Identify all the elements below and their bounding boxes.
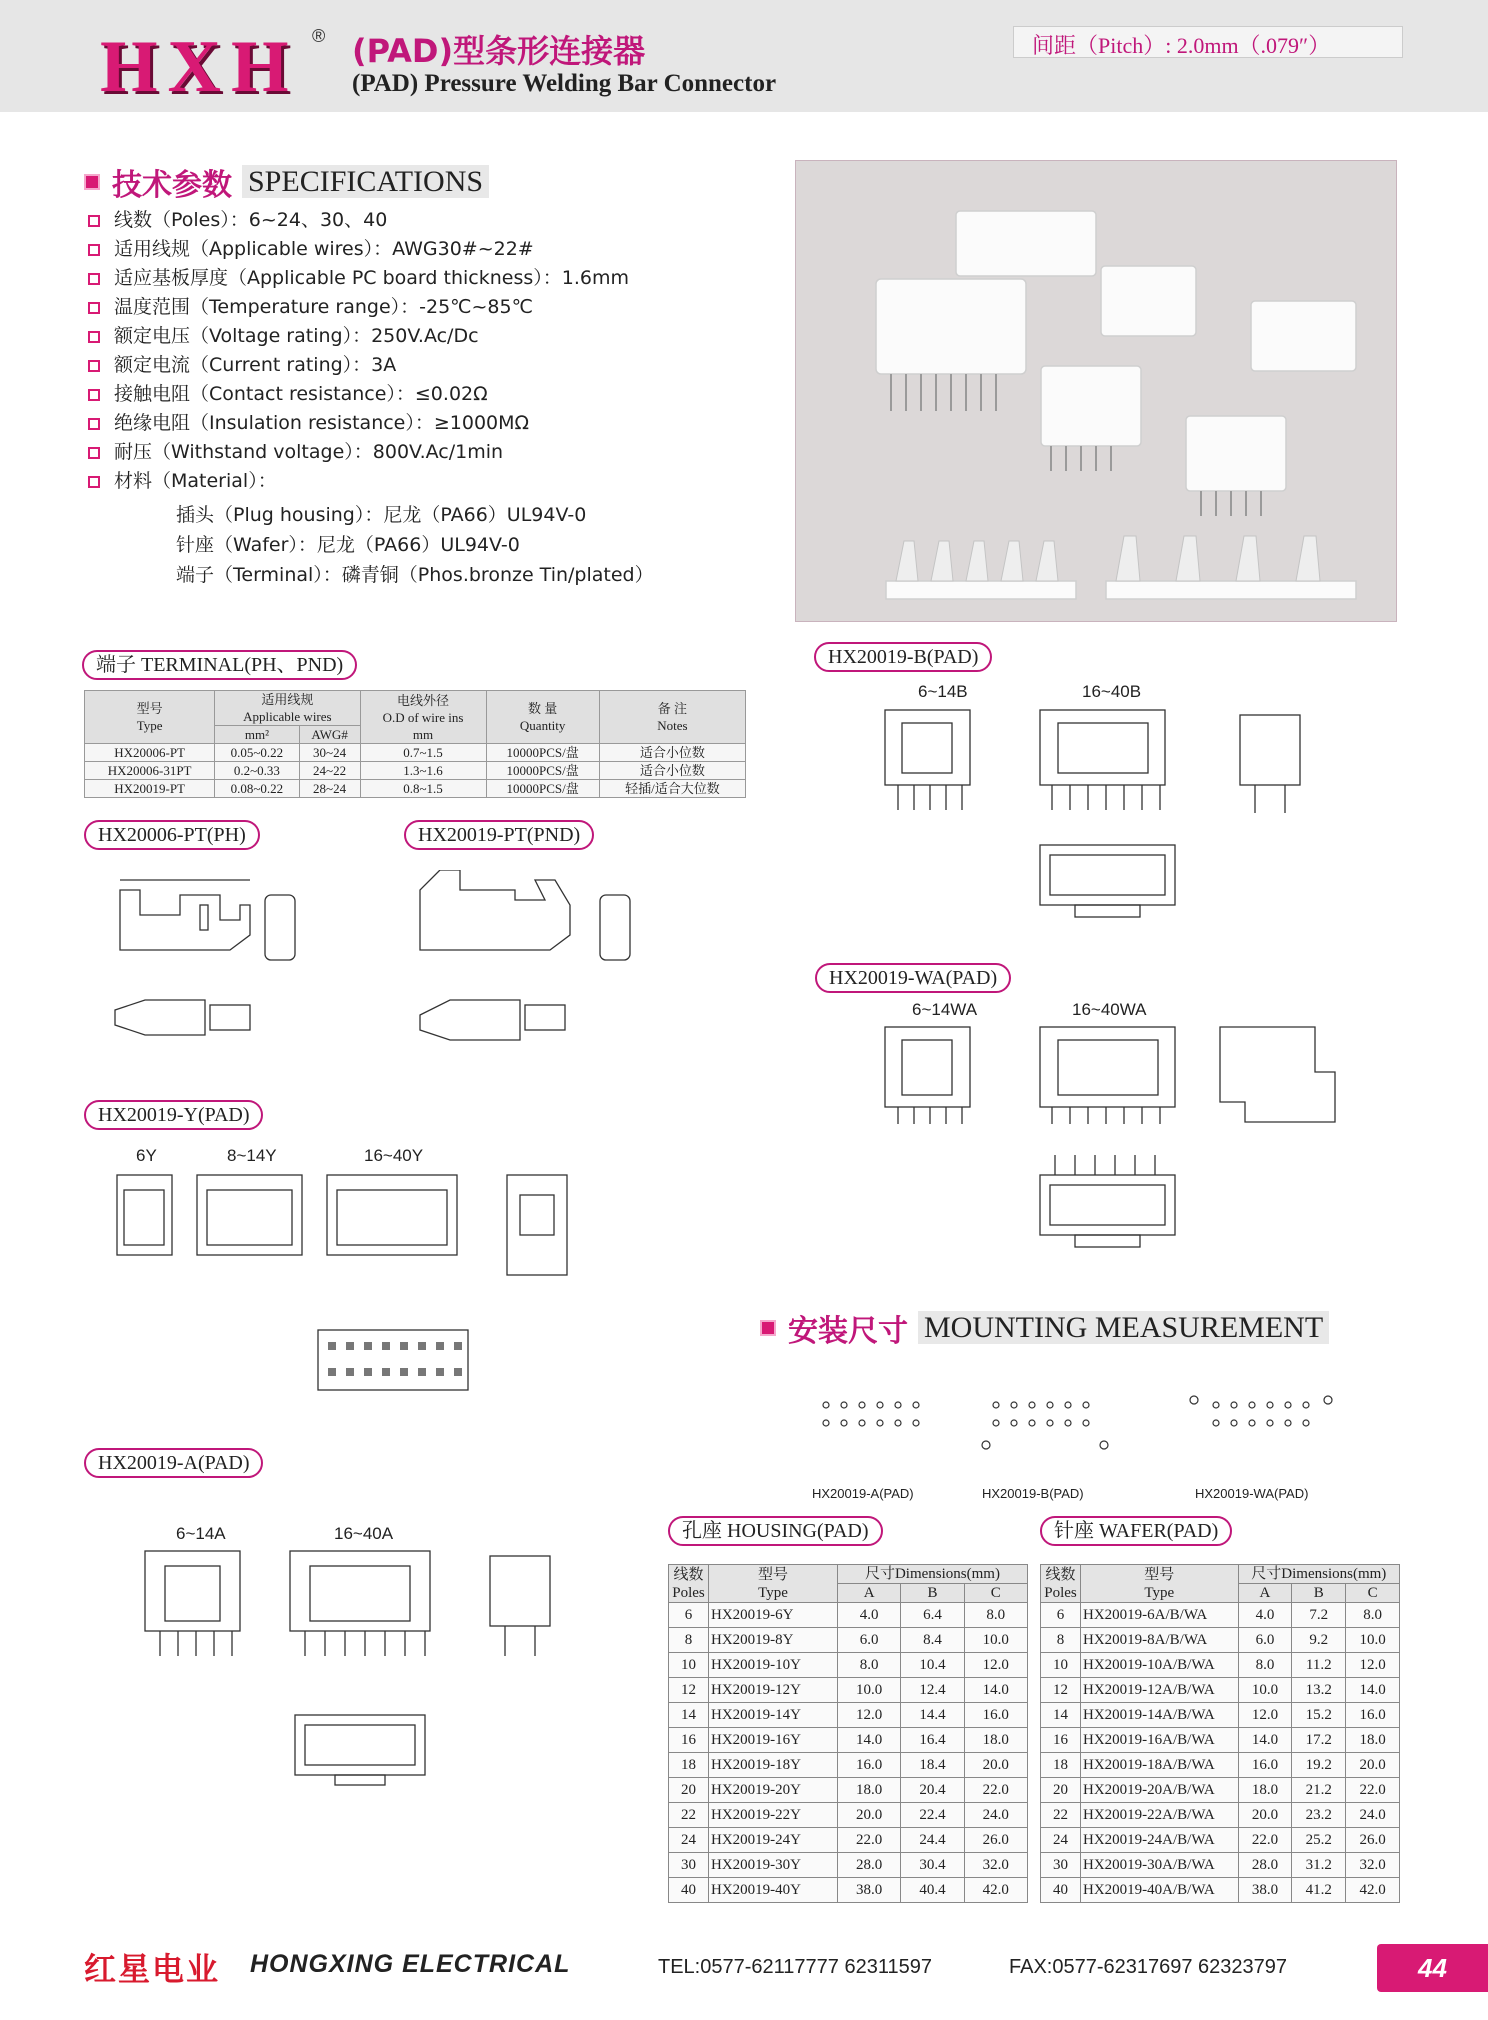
spec-item: 接触电阻（Contact resistance）：≤0.02Ω bbox=[88, 380, 629, 409]
heading-en: MOUNTING MEASUREMENT bbox=[918, 1311, 1329, 1344]
page-header bbox=[0, 0, 1488, 112]
bullet-icon bbox=[88, 244, 100, 256]
sublabel-6-14wa: 6~14WA bbox=[912, 1000, 978, 1019]
footer-company-en: HONGXING ELECTRICAL bbox=[250, 1950, 571, 1978]
table-row: 12 HX20019-12Y 10.0 12.4 14.0 bbox=[669, 1678, 1028, 1703]
label-wa: HX20019-WA(PAD) bbox=[815, 963, 1011, 993]
col-mm2: mm² bbox=[215, 726, 299, 744]
table-row: 10 HX20019-10Y 8.0 10.4 12.0 bbox=[669, 1653, 1028, 1678]
y-bottom-view bbox=[298, 1310, 498, 1420]
col-awg: AWG# bbox=[299, 726, 360, 744]
label-y: HX20019-Y(PAD) bbox=[84, 1100, 263, 1130]
title-chinese: (PAD)型条形连接器 bbox=[352, 32, 646, 70]
bullet-icon bbox=[88, 389, 100, 401]
material-item: 端子（Terminal）：磷青铜（Phos.bronze Tin/plated） bbox=[176, 564, 654, 586]
table-row: 14 HX20019-14Y 12.0 14.4 16.0 bbox=[669, 1703, 1028, 1728]
terminal-label: 端子 TERMINAL(PH、PND) bbox=[82, 650, 357, 680]
material-item: 插头（Plug housing）：尼龙（PA66）UL94V-0 bbox=[176, 504, 587, 526]
pnd-terminal-drawing bbox=[410, 870, 670, 1060]
col-dims: 尺寸Dimensions(mm) bbox=[1238, 1565, 1399, 1584]
footer-fax: FAX:0577-62317697 62323797 bbox=[1009, 1956, 1288, 1978]
table-row: 20 HX20019-20A/B/WA 18.0 21.2 22.0 bbox=[1041, 1778, 1400, 1803]
heading-cn: 安装尺寸 bbox=[788, 1314, 908, 1349]
mount-label-wa: HX20019-WA(PAD) bbox=[1195, 1486, 1309, 1501]
heading-square-icon bbox=[84, 174, 100, 190]
label-a: HX20019-A(PAD) bbox=[84, 1448, 263, 1478]
label-ph: HX20006-PT(PH) bbox=[84, 820, 260, 850]
wafer-table: 线数 Poles 型号 Type 尺寸Dimensions(mm) A B C 6 HX20019-6A/B/WA 4.0 7.2 8.0 8 HX20019-8A/B/WA 6.0 9.2 10.0 10 HX20019-10A/B/WA 8.0 11.2 12.0 12 HX20019-12A/B/WA 10.0 13.2 14.0 14 HX20019-14A/B/WA 12.0 15.2 16.0 16 HX20019-16A/B/WA 14.0 17.2 18.0 18 HX20019-18A/B/WA 16.0 19.2 20.0 20 HX20019-20A/B/WA 18.0 21.2 22.0 22 HX20019-22A/B/WA 20.0 23.2 24.0 24 HX20019-24A/B/WA 22.0 25.2 26.0 30 HX20019-30A/B/WA 28.0 31.2 32.0 40 HX20019-40A/B/WA 38.0 41.2 42.0 bbox=[1040, 1564, 1400, 1903]
sublabel-6-14a: 6~14A bbox=[176, 1524, 226, 1543]
col-type: 型号 Type bbox=[709, 1565, 838, 1603]
b-top-view bbox=[1035, 840, 1185, 940]
table-row: 30 HX20019-30A/B/WA 28.0 31.2 32.0 bbox=[1041, 1853, 1400, 1878]
table-row: 6 HX20019-6Y 4.0 6.4 8.0 bbox=[669, 1603, 1028, 1628]
sublabel-6-14b: 6~14B bbox=[918, 682, 968, 701]
table-row: 30 HX20019-30Y 28.0 30.4 32.0 bbox=[669, 1853, 1028, 1878]
spec-item: 额定电流（Current rating）：3A bbox=[88, 351, 629, 380]
wa-wafer-drawing bbox=[880, 1022, 1350, 1152]
product-photo bbox=[795, 160, 1397, 622]
heading-cn: 技术参数 bbox=[112, 168, 232, 203]
table-row: HX20019-PT 0.08~0.22 28~24 0.8~1.5 10000PCS/盘 轻插/适合大位数 bbox=[85, 780, 746, 798]
table-row: 24 HX20019-24Y 22.0 24.4 26.0 bbox=[669, 1828, 1028, 1853]
mounting-drawings bbox=[806, 1360, 1366, 1480]
table-row: 18 HX20019-18Y 16.0 18.4 20.0 bbox=[669, 1753, 1028, 1778]
bullet-icon bbox=[88, 418, 100, 430]
table-row: 12 HX20019-12A/B/WA 10.0 13.2 14.0 bbox=[1041, 1678, 1400, 1703]
label-wafer: 针座 WAFER(PAD) bbox=[1040, 1516, 1232, 1546]
wa-top-view bbox=[1035, 1150, 1185, 1260]
col-type: 型号 Type bbox=[1081, 1565, 1239, 1603]
bullet-icon bbox=[88, 302, 100, 314]
material-list bbox=[176, 500, 654, 590]
sublabel-16-40a: 16~40A bbox=[334, 1524, 394, 1543]
pitch-badge: 间距（Pitch）: 2.0mm（.079″） bbox=[1013, 26, 1403, 58]
bullet-icon bbox=[88, 447, 100, 459]
label-b: HX20019-B(PAD) bbox=[814, 642, 992, 672]
col-poles: 线数 Poles bbox=[669, 1565, 709, 1603]
brand-logo: HXH bbox=[100, 26, 299, 108]
sublabel-6y: 6Y bbox=[136, 1146, 157, 1165]
col-wires: 适用线规 Applicable wires bbox=[215, 691, 360, 726]
table-row: 10 HX20019-10A/B/WA 8.0 11.2 12.0 bbox=[1041, 1653, 1400, 1678]
table-row: HX20006-31PT 0.2~0.33 24~22 1.3~1.6 10000PCS/盘 适合小位数 bbox=[85, 762, 746, 780]
col-notes: 备 注 Notes bbox=[599, 691, 745, 744]
spec-item: 额定电压（Voltage rating）：250V.Ac/Dc bbox=[88, 322, 629, 351]
col-poles: 线数 Poles bbox=[1041, 1565, 1081, 1603]
table-row: 22 HX20019-22Y 20.0 22.4 24.0 bbox=[669, 1803, 1028, 1828]
spec-item: 绝缘电阻（Insulation resistance）：≥1000MΩ bbox=[88, 409, 629, 438]
spec-item: 线数（Poles）：6~24、30、40 bbox=[88, 206, 629, 235]
y-housing-drawing bbox=[112, 1170, 592, 1290]
table-row: 24 HX20019-24A/B/WA 22.0 25.2 26.0 bbox=[1041, 1828, 1400, 1853]
bullet-icon bbox=[88, 215, 100, 227]
footer-company-cn: 红星电业 bbox=[84, 1950, 221, 1988]
housing-table: 线数 Poles 型号 Type 尺寸Dimensions(mm) A B C 6 HX20019-6Y 4.0 6.4 8.0 8 HX20019-8Y 6.0 8.4 10.0 10 HX20019-10Y 8.0 10.4 12.0 12 HX20019-12Y 10.0 12.4 14.0 14 HX20019-14Y 12.0 14.4 16.0 16 HX20019-16Y 14.0 16.4 18.0 18 HX20019-18Y 16.0 18.4 20.0 20 HX20019-20Y 18.0 20.4 22.0 22 HX20019-22Y 20.0 22.4 24.0 24 HX20019-24Y 22.0 24.4 26.0 30 HX20019-30Y 28.0 30.4 32.0 40 HX20019-40Y 38.0 40.4 42.0 bbox=[668, 1564, 1028, 1903]
spec-item: 耐压（Withstand voltage）：800V.Ac/1min bbox=[88, 438, 629, 467]
table-row: 8 HX20019-8A/B/WA 6.0 9.2 10.0 bbox=[1041, 1628, 1400, 1653]
footer-tel: TEL:0577-62117777 62311597 bbox=[658, 1956, 932, 1978]
sublabel-16-40b: 16~40B bbox=[1082, 682, 1142, 701]
sublabel-8-14y: 8~14Y bbox=[227, 1146, 277, 1165]
mount-label-a: HX20019-A(PAD) bbox=[812, 1486, 914, 1501]
col-type: 型号 Type bbox=[85, 691, 215, 744]
sublabel-16-40y: 16~40Y bbox=[364, 1146, 424, 1165]
spec-item: 适应基板厚度（Applicable PC board thickness）：1.6mm bbox=[88, 264, 629, 293]
heading-en: SPECIFICATIONS bbox=[242, 165, 489, 198]
table-row: 6 HX20019-6A/B/WA 4.0 7.2 8.0 bbox=[1041, 1603, 1400, 1628]
table-row: 20 HX20019-20Y 18.0 20.4 22.0 bbox=[669, 1778, 1028, 1803]
table-row: 16 HX20019-16A/B/WA 14.0 17.2 18.0 bbox=[1041, 1728, 1400, 1753]
table-row: 40 HX20019-40Y 38.0 40.4 42.0 bbox=[669, 1878, 1028, 1903]
ph-terminal-drawing bbox=[110, 870, 350, 1060]
col-dims: 尺寸Dimensions(mm) bbox=[837, 1565, 1027, 1584]
material-item: 针座（Wafer）：尼龙（PA66）UL94V-0 bbox=[176, 534, 520, 556]
bullet-icon bbox=[88, 273, 100, 285]
terminal-table bbox=[84, 690, 746, 798]
bullet-icon bbox=[88, 331, 100, 343]
col-qty: 数 量 Quantity bbox=[486, 691, 599, 744]
spec-item: 适用线规（Applicable wires）：AWG30#~22# bbox=[88, 235, 629, 264]
a-top-view bbox=[290, 1710, 430, 1800]
mount-label-b: HX20019-B(PAD) bbox=[982, 1486, 1084, 1501]
table-row: 16 HX20019-16Y 14.0 16.4 18.0 bbox=[669, 1728, 1028, 1753]
sublabel-16-40wa: 16~40WA bbox=[1072, 1000, 1147, 1019]
label-pnd: HX20019-PT(PND) bbox=[404, 820, 594, 850]
spec-list bbox=[88, 206, 629, 496]
table-row: 40 HX20019-40A/B/WA 38.0 41.2 42.0 bbox=[1041, 1878, 1400, 1903]
b-wafer-drawing bbox=[880, 705, 1350, 835]
page-number: 44 bbox=[1377, 1944, 1488, 1992]
bullet-icon bbox=[88, 360, 100, 372]
registered-mark: ® bbox=[312, 26, 326, 46]
a-wafer-drawing bbox=[140, 1546, 600, 1686]
mounting-heading bbox=[760, 1306, 1329, 1350]
table-row: 22 HX20019-22A/B/WA 20.0 23.2 24.0 bbox=[1041, 1803, 1400, 1828]
title-english: (PAD) Pressure Welding Bar Connector bbox=[352, 70, 777, 97]
table-row: 18 HX20019-18A/B/WA 16.0 19.2 20.0 bbox=[1041, 1753, 1400, 1778]
specifications-heading bbox=[84, 160, 489, 204]
bullet-icon bbox=[88, 476, 100, 488]
heading-square-icon bbox=[760, 1320, 776, 1336]
table-row: 8 HX20019-8Y 6.0 8.4 10.0 bbox=[669, 1628, 1028, 1653]
col-od: 电线外径 O.D of wire ins mm bbox=[360, 691, 486, 744]
table-row: HX20006-PT 0.05~0.22 30~24 0.7~1.5 10000PCS/盘 适合小位数 bbox=[85, 744, 746, 762]
spec-item: 材料（Material）： bbox=[88, 467, 629, 496]
spec-item: 温度范围（Temperature range）：-25℃~85℃ bbox=[88, 293, 629, 322]
label-housing: 孔座 HOUSING(PAD) bbox=[668, 1516, 883, 1546]
table-row: 14 HX20019-14A/B/WA 12.0 15.2 16.0 bbox=[1041, 1703, 1400, 1728]
